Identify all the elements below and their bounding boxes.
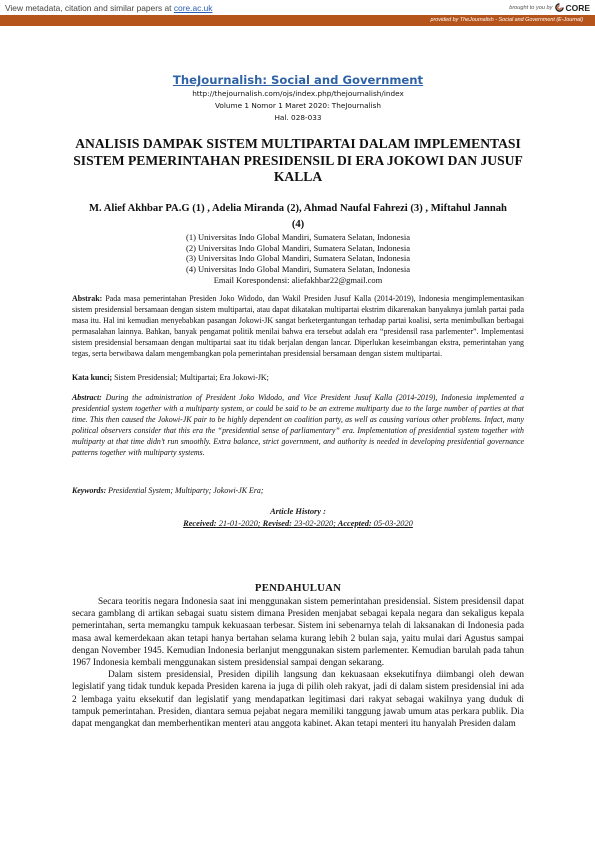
kata-kunci-text: Sistem Presidensial; Multipartai; Era Jokowi-JK; — [112, 373, 269, 382]
accepted-label: Accepted: — [335, 519, 372, 528]
keywords-english — [72, 486, 524, 497]
section-heading: PENDAHULUAN — [254, 582, 342, 594]
accepted-date: 05-03-2020 — [371, 519, 413, 528]
received-label: Received: — [183, 519, 217, 528]
abstract-text: During the administration of President Joko Widodo, and Vice President Jusuf Kalla (2014-2019), Indonesia implemented a presidential system together with a multiparty system, or could be said to be an extreme multiparty due to the large number of parties at that time. This then caused the Jokowi-JK pair to be highly dependent on coalition party, as well as causing various other problems. Infact, many political observers consider that this era the “presidential sense of parliamentary” era. Implementation of presidential system together with multiparty at that time didn’t run smoothly. Extra balance, strict government, and authority is needed in developing presidential governance patterns together with multiparty systems. — [72, 393, 524, 457]
author-list: M. Alief Akhbar PA.G (1) , Adelia Miranda (2), Ahmad Naufal Fahrezi (3) , Miftahul Jannah (4) — [89, 203, 507, 230]
affiliation-2: (2) Universitas Indo Global Mandiri, Sumatera Selatan, Indonesia — [185, 242, 410, 253]
abstrak-text: Pada masa pemerintahan Presiden Joko Widodo, dan Wakil Presiden Jusuf Kalla (2014-2019), Indonesia mengimplementasikan sistem presidensial bersamaan dengan sistem multipartai, atau dapat dikatakan multipartai ekstrim dikarenakan banyaknya jumlah partai pada masa itu. Hal ini kemudian menyebabkan pasangan Jokowi-JK sangat berketergantungan terhadap partai koalisi, serta menimbulkan berbagai permasalahan lainnya. Bahkan, banyak pengamat politik menilai bahwa era tersebut adalah era “presidensil rasa parlementer”. Implementasi sistem presidensial bersamaan dengan multipartai saat itu tidak berjalan dengan lancar. Diperlukan keseimbangan ekstra, pemerintahan yang tegas, serta berwibawa dalam mengembangkan pola pemerintahan presidensial bersamaan dengan sistem multipartai. — [72, 294, 524, 358]
affiliation-4: (4) Universitas Indo Global Mandiri, Sumatera Selatan, Indonesia — [185, 264, 410, 275]
affiliation-1: (1) Universitas Indo Global Mandiri, Sumatera Selatan, Indonesia — [185, 232, 410, 242]
body-paragraph-2: Dalam sistem presidensial, Presiden dipilih langsung dan kekuasaan eksekutifnya diimbangi oleh dewan legislatif yang tidak tunduk kepada Presiden karena ia juga di pilih oleh rakyat, jadi di dalam sistem presidensial ini ada 2 lembaga yaitu eksekutif dan legislatif yang mendapatkan legitimasi dari rakyat sebagai wakilnya yang duduk di tampuk pemerintahan. Presiden, diantara semua pejabat negara memiliki tanggung jawab umum atas perkara publik. Dia dapat mengangkat dan memberhentikan menteri atau anggota kabinet. Akan tetapi menteri itu hanyalah Presiden dalam — [72, 670, 524, 730]
core-logo — [555, 3, 590, 13]
keywords-label: Keywords: — [72, 486, 107, 495]
core-brand[interactable] — [509, 3, 590, 13]
core-metadata-label: View metadata, citation and similar papers at — [5, 2, 174, 13]
email-address: aliefakhbar22@gmail.com — [291, 274, 383, 285]
journal-url: http://thejournalish.com/ojs/index.php/thejournalish/index — [192, 89, 404, 98]
keywords-text: Presidential System; Multiparty; Jokowi-JK Era; — [106, 486, 264, 495]
affiliations — [72, 232, 524, 286]
kata-kunci — [72, 373, 524, 384]
provided-by-text: provided by TheJournalish - Social and Government (E-Journal) — [430, 17, 583, 23]
abstrak-label: Abstrak: — [72, 294, 103, 303]
journal-meta — [72, 88, 524, 124]
abstract-label: Abstract: — [72, 393, 102, 402]
paper-title: ANALISIS DAMPAK SISTEM MULTIPARTAI DALAM IMPLEMENTASI SISTEM PEMERINTAHAN PRESIDENSIL DI ERA JOKOWI DAN JUSUF KALLA — [73, 136, 523, 184]
core-banner — [0, 0, 595, 15]
section-body — [72, 596, 524, 730]
revised-date: 23-02-2020; — [291, 519, 336, 528]
journal-volume: Volume 1 Nomor 1 Maret 2020: TheJournalish — [214, 101, 382, 110]
core-link[interactable]: core.ac.uk — [173, 2, 213, 13]
journal-name[interactable]: TheJournalish: Social and Government — [172, 73, 424, 87]
corresponding-email — [72, 275, 524, 286]
email-label: Email Korespondensi: — [213, 274, 292, 285]
core-logo-icon — [555, 3, 564, 12]
body-paragraph-1: Secara teoritis negara Indonesia saat ini menggunakan sistem pemerintahan presidensial. Sistem presidensil dapat secara gamblang di artikan sebagai suatu sistem dimana Presiden menjabat sebagai kepala negara dan sekaligus kepala pemerintahan, serta memangku tampuk kekuasaan terbesar. Sistem ini sebenarnya telah di laksanakan di Indonesia pada masa awal kemerdekaan akan tetapi hanya bertahan selama kurang lebih 2 bulan saja, yaitu mulai dari Agustus sampai dengan November 1945. Kemudian Indonesia berlanjut menggunakan sistem parlementer. Kemudian barulah pada tahun 1967 Indonesia kembali menggunakan sistem presidensial sampai dengan sekarang. — [72, 597, 524, 669]
abstract-english — [72, 393, 524, 458]
article-history-dates — [72, 518, 524, 529]
affiliation-3: (3) Universitas Indo Global Mandiri, Sumatera Selatan, Indonesia — [185, 253, 410, 264]
journal-pages: Hal. 028-033 — [274, 113, 322, 122]
provided-by-banner — [0, 15, 595, 26]
kata-kunci-label: Kata kunci; — [72, 373, 113, 382]
core-logo-text: CORE — [565, 2, 590, 13]
brought-by-label: brought to you by — [509, 4, 553, 11]
received-date: 21-01-2020; — [216, 519, 261, 528]
revised-label: Revised: — [260, 519, 292, 528]
abstrak — [72, 294, 524, 359]
article-history-title: Article History : — [270, 507, 326, 516]
core-metadata-text — [5, 3, 212, 13]
